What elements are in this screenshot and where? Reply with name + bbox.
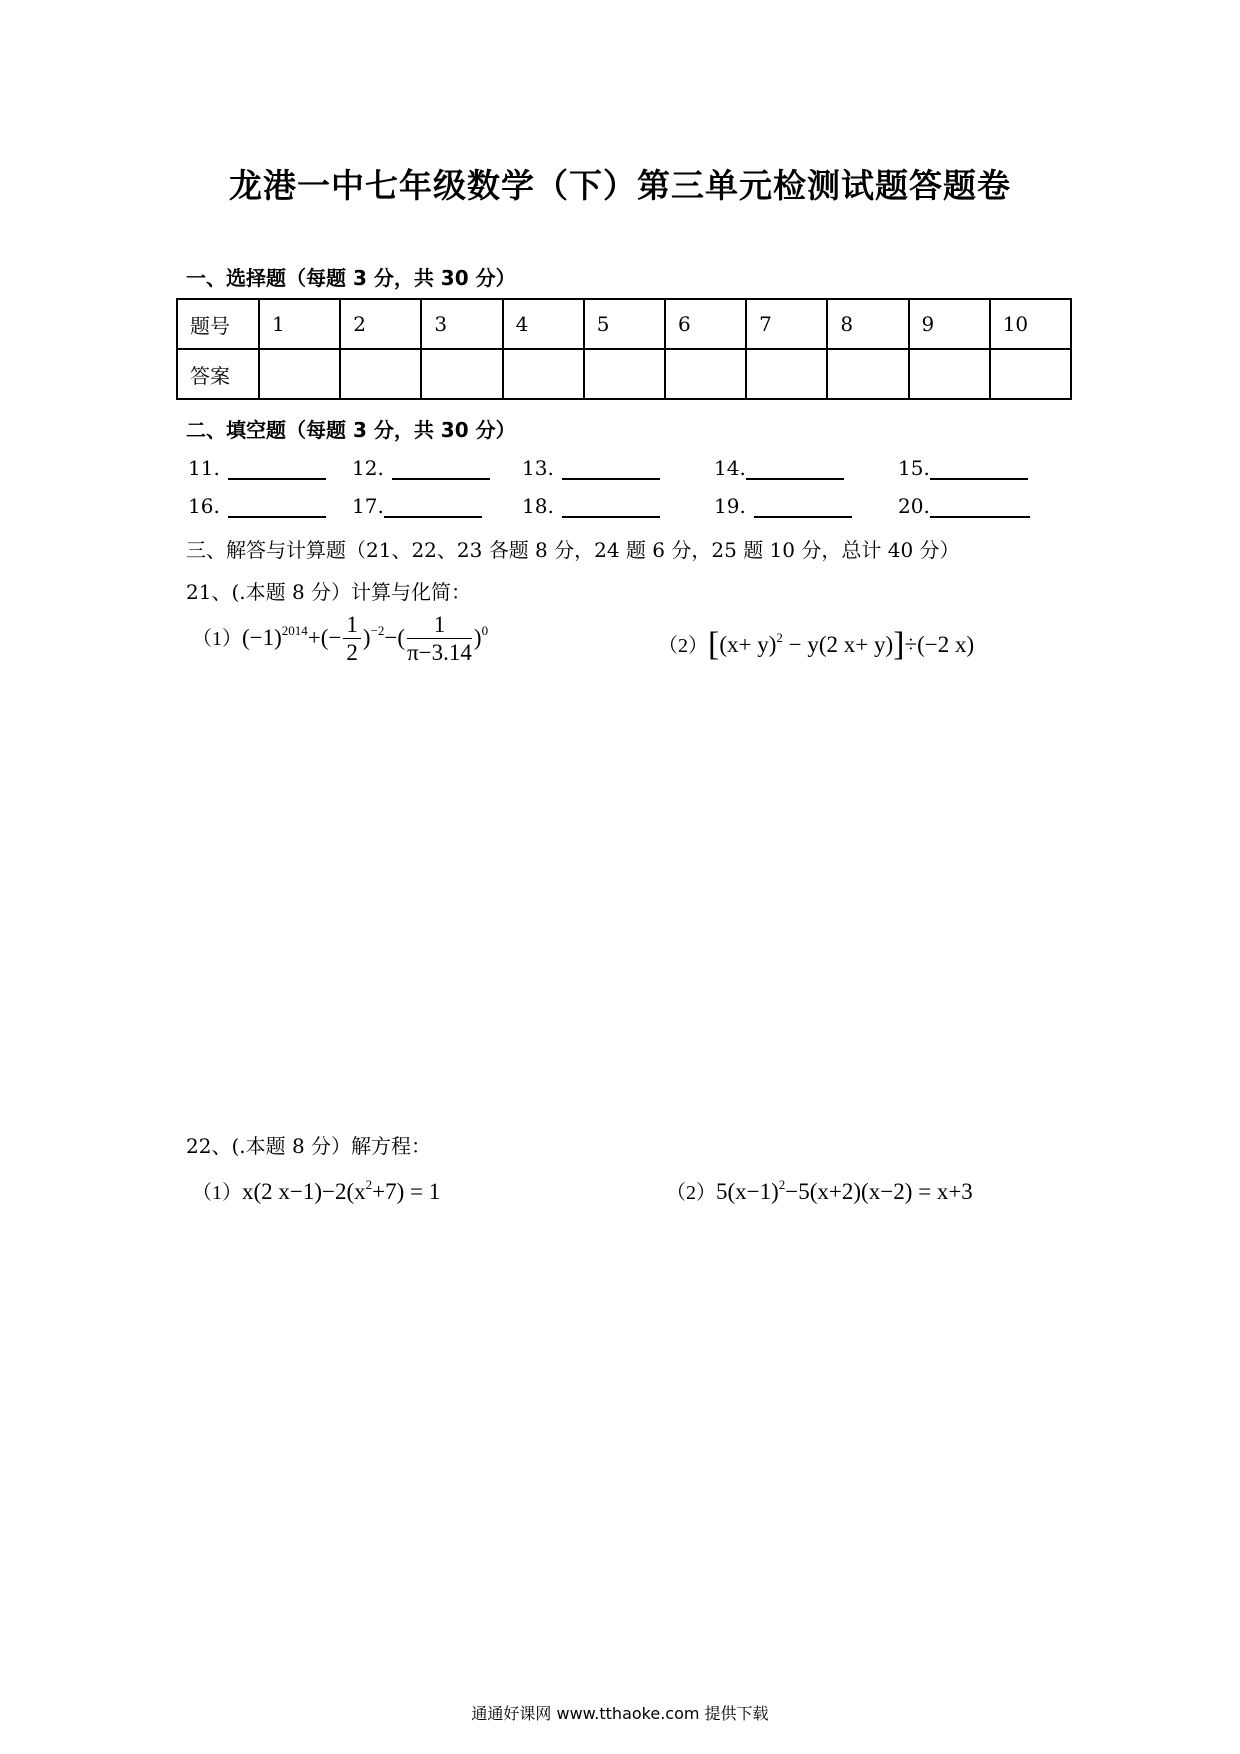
q21-label: 21、(.本题 8 分）计算与化简： bbox=[186, 580, 472, 604]
math-exponent: 2 bbox=[365, 1177, 373, 1192]
fill-item bbox=[898, 494, 1030, 518]
fraction-numerator: 1 bbox=[343, 612, 361, 639]
question-number-cell: 9 bbox=[909, 299, 990, 349]
math-term: ) bbox=[362, 624, 371, 650]
math-exponent: 2 bbox=[776, 630, 783, 645]
math-bracket: ] bbox=[893, 626, 905, 663]
fill-item bbox=[352, 494, 482, 518]
answer-cell[interactable] bbox=[746, 349, 827, 399]
question-number-cell: 3 bbox=[421, 299, 502, 349]
fill-item bbox=[714, 494, 852, 518]
answer-cell[interactable] bbox=[421, 349, 502, 399]
math-term: −( bbox=[384, 624, 406, 650]
table-row-numbers bbox=[177, 299, 1071, 349]
question-number-cell: 4 bbox=[503, 299, 584, 349]
answer-cell[interactable] bbox=[990, 349, 1071, 399]
fill-number: 12. bbox=[352, 456, 384, 480]
row-label-number: 题号 bbox=[177, 299, 259, 349]
q22-part1-equation bbox=[192, 1176, 440, 1205]
fill-item bbox=[188, 494, 326, 518]
question-number-cell: 2 bbox=[340, 299, 421, 349]
answer-cell[interactable] bbox=[503, 349, 584, 399]
math-exponent: −2 bbox=[370, 622, 385, 638]
math-term: −5(x+2)(x−2) = x+3 bbox=[785, 1179, 973, 1204]
answer-cell[interactable] bbox=[665, 349, 746, 399]
section3-heading: 三、解答与计算题（21、22、23 各题 8 分，24 题 6 分，25 题 10 分，总计 40 分） bbox=[186, 538, 960, 562]
answer-cell[interactable] bbox=[909, 349, 990, 399]
fill-item bbox=[188, 456, 326, 480]
math-exponent: 2 bbox=[778, 1177, 786, 1192]
fill-number: 17. bbox=[352, 494, 384, 518]
fill-blank[interactable] bbox=[384, 494, 482, 518]
q21-part2-expression bbox=[658, 626, 974, 664]
math-term: − y(2 x+ y) bbox=[782, 632, 894, 657]
fill-item bbox=[898, 456, 1028, 480]
q22-label: 22、(.本题 8 分）解方程： bbox=[186, 1134, 432, 1158]
table-row-answers bbox=[177, 349, 1071, 399]
fill-blank[interactable] bbox=[228, 456, 326, 480]
math-exponent: 2014 bbox=[281, 622, 308, 638]
q22-part2-equation bbox=[666, 1176, 973, 1205]
fill-number: 15. bbox=[898, 456, 930, 480]
math-term: x(2 x−1)−2(x bbox=[242, 1179, 366, 1204]
fill-number: 20. bbox=[898, 494, 930, 518]
page-title: 龙港一中七年级数学（下）第三单元检测试题答题卷 bbox=[229, 166, 1011, 205]
fill-item bbox=[714, 456, 844, 480]
fill-number: 18. bbox=[522, 494, 554, 518]
question-number-cell: 8 bbox=[827, 299, 908, 349]
answer-cell[interactable] bbox=[259, 349, 340, 399]
math-term: +(− bbox=[307, 624, 342, 650]
part-label: （1） bbox=[192, 1182, 242, 1204]
fill-number: 19. bbox=[714, 494, 746, 518]
fraction bbox=[343, 612, 361, 667]
part-label: （1） bbox=[192, 627, 242, 650]
fill-blank[interactable] bbox=[930, 456, 1028, 480]
q21-part1-expression bbox=[192, 612, 488, 667]
fraction-numerator: 1 bbox=[407, 612, 472, 639]
fill-blank[interactable] bbox=[930, 494, 1030, 518]
fill-number: 11. bbox=[188, 456, 220, 480]
section1-heading: 一、选择题（每题 3 分，共 30 分） bbox=[186, 266, 516, 290]
math-term: ) bbox=[473, 624, 482, 650]
fill-blank[interactable] bbox=[746, 456, 844, 480]
fill-blank[interactable] bbox=[562, 456, 660, 480]
row-label-answer: 答案 bbox=[177, 349, 259, 399]
section2-heading: 二、填空题（每题 3 分，共 30 分） bbox=[186, 418, 516, 442]
fill-blank[interactable] bbox=[228, 494, 326, 518]
fill-blank[interactable] bbox=[392, 456, 490, 480]
math-exponent: 0 bbox=[481, 622, 489, 638]
answer-cell[interactable] bbox=[584, 349, 665, 399]
question-number-cell: 5 bbox=[584, 299, 665, 349]
fraction bbox=[407, 612, 472, 667]
math-bracket: [ bbox=[708, 626, 720, 663]
question-number-cell: 7 bbox=[746, 299, 827, 349]
answer-cell[interactable] bbox=[340, 349, 421, 399]
math-term: ÷(−2 x) bbox=[904, 632, 975, 657]
math-term: 5(x−1) bbox=[716, 1179, 779, 1204]
math-term: (x+ y) bbox=[719, 632, 777, 657]
fill-item bbox=[352, 456, 490, 480]
fraction-denominator: 2 bbox=[346, 640, 358, 665]
fill-number: 13. bbox=[522, 456, 554, 480]
question-number-cell: 6 bbox=[665, 299, 746, 349]
fill-number: 16. bbox=[188, 494, 220, 518]
answer-cell[interactable] bbox=[827, 349, 908, 399]
fill-item bbox=[522, 494, 660, 518]
part-label: （2） bbox=[658, 635, 708, 657]
fill-item bbox=[522, 456, 660, 480]
fill-number: 14. bbox=[714, 456, 746, 480]
answer-table bbox=[176, 298, 1072, 400]
fill-blank[interactable] bbox=[562, 494, 660, 518]
math-term: (−1) bbox=[242, 624, 282, 650]
math-term: +7) = 1 bbox=[372, 1179, 441, 1204]
fill-blank[interactable] bbox=[754, 494, 852, 518]
footer-credit: 通通好课网 www.tthaoke.com 提供下载 bbox=[471, 1704, 769, 1723]
fraction-denominator: π−3.14 bbox=[407, 640, 472, 665]
question-number-cell: 10 bbox=[990, 299, 1071, 349]
part-label: （2） bbox=[666, 1182, 716, 1204]
question-number-cell: 1 bbox=[259, 299, 340, 349]
